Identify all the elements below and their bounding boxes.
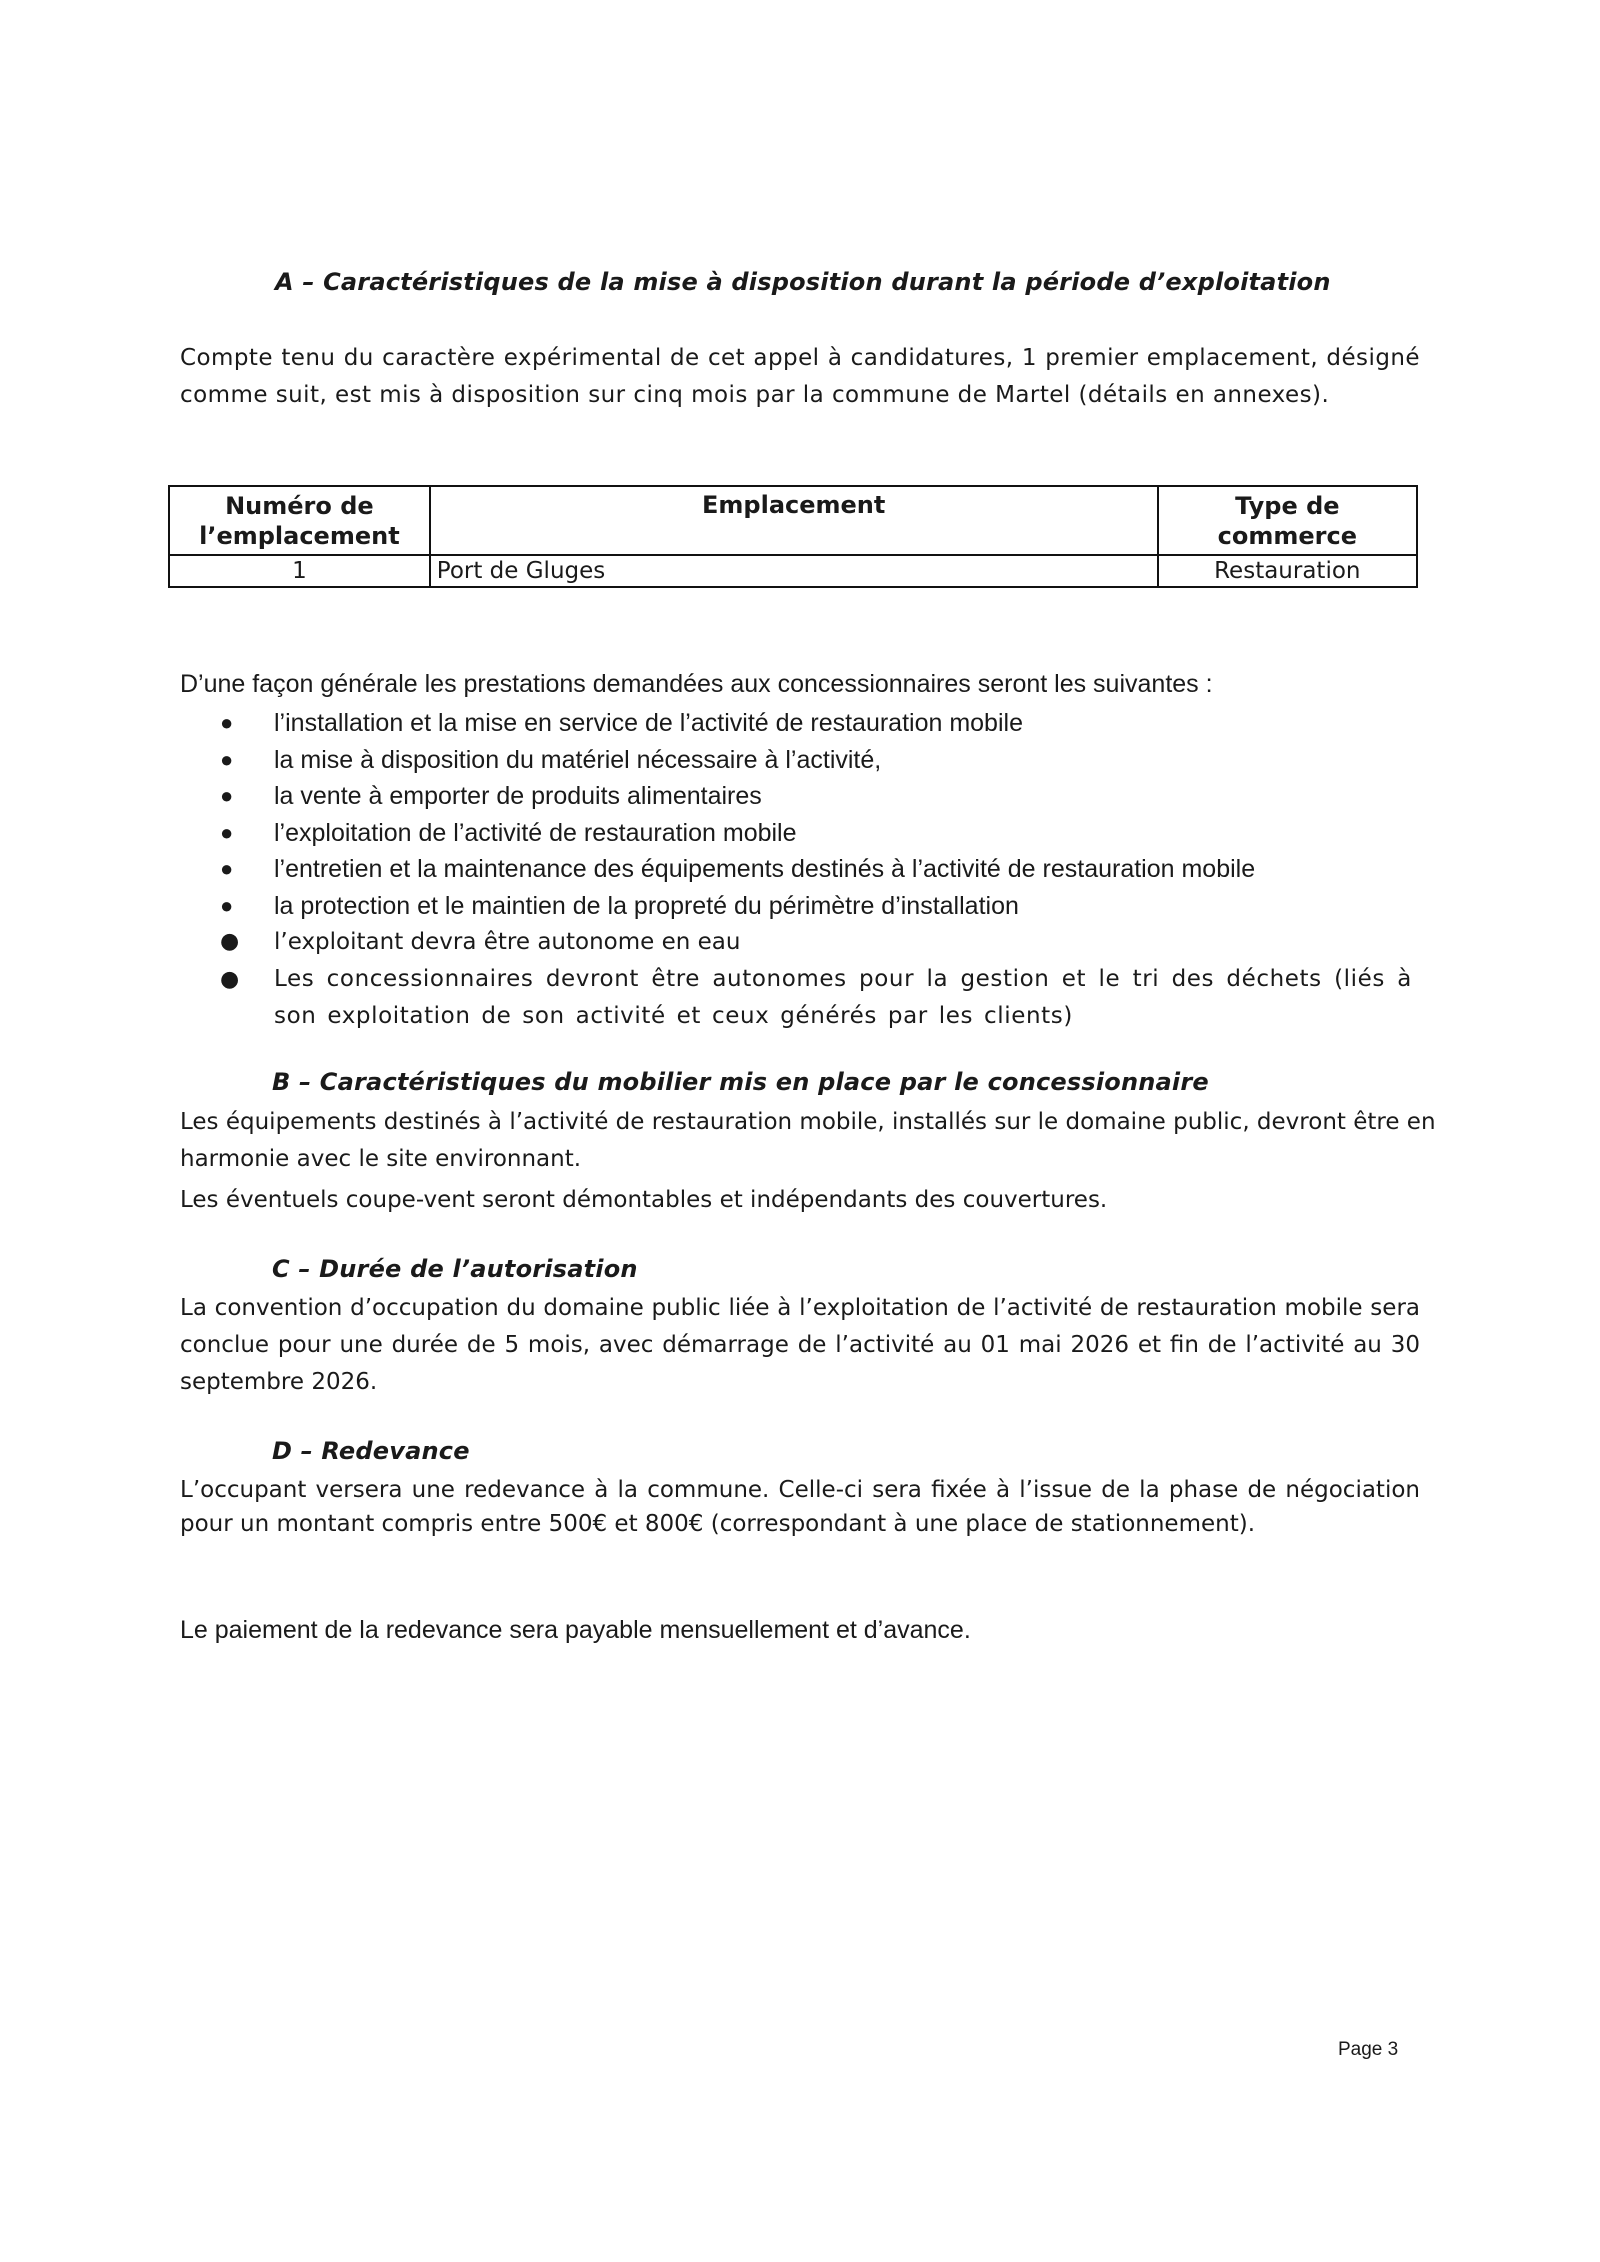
list-item-text: l’exploitation de l’activité de restauration mobile	[274, 818, 797, 847]
section-d-paragraph-2: Le paiement de la redevance sera payable mensuellement et d’avance.	[180, 1616, 971, 1644]
bullet-icon: ●	[220, 966, 240, 992]
list-item-text: la mise à disposition du matériel nécessaire à l’activité,	[274, 745, 882, 774]
bullet-icon: ●	[220, 856, 234, 881]
table-row	[169, 555, 1417, 587]
table-header-numero: Numéro de l’emplacement	[169, 486, 430, 555]
section-c-paragraph: La convention d’occupation du domaine public liée à l’exploitation de l’activité de restauration mobile sera conclue pour une durée de 5 mois, avec démarrage de l’activité au 01 mai 2026 et fin de l’activité au 30 septembre 2026.	[180, 1295, 1420, 1395]
list-item	[190, 815, 1420, 852]
section-d-heading: D – Redevance	[272, 1437, 470, 1465]
list-item	[190, 924, 1420, 961]
prestations-list	[190, 705, 1420, 1035]
list-item-text: l’installation et la mise en service de l’activité de restauration mobile	[274, 709, 1023, 737]
bullet-icon: ●	[220, 783, 234, 808]
table-header-row	[169, 486, 1417, 555]
list-item	[190, 778, 1420, 815]
page-number: Page 3	[1338, 2039, 1399, 2060]
list-item-text: l’exploitant devra être autonome en eau	[274, 929, 741, 955]
table-cell-emplacement: Port de Gluges	[430, 555, 1158, 587]
prestations-intro: D’une façon générale les prestations demandées aux concessionnaires seront les suivantes :	[180, 670, 1213, 698]
section-d-paragraph-1: L’occupant versera une redevance à la commune. Celle-ci sera fixée à l’issue de la phase de négociation pour un montant compris entre 500€ et 800€ (correspondant à une place de stationnement).	[180, 1477, 1420, 1537]
bullet-icon: ●	[220, 929, 240, 954]
bullet-icon: ●	[220, 710, 234, 735]
table-cell-numero: 1	[169, 555, 430, 587]
bullet-icon: ●	[220, 746, 234, 772]
section-a-intro: Compte tenu du caractère expérimental de cet appel à candidatures, 1 premier emplacement, désigné comme suit, est mis à disposition sur cinq mois par la commune de Martel (détails en annexes).	[180, 345, 1420, 408]
list-item-text: Les concessionnaires devront être autonomes pour la gestion et le tri des déchets (liés à son exploitation de son activité et ceux générés par les clients)	[274, 965, 1412, 1029]
list-item	[190, 961, 1420, 1035]
section-c-heading: C – Durée de l’autorisation	[272, 1255, 638, 1283]
list-item	[190, 742, 1420, 779]
bullet-icon: ●	[220, 892, 234, 918]
bullet-icon: ●	[220, 819, 234, 845]
table-header-type: Type de commerce	[1158, 486, 1417, 555]
section-a-heading: A – Caractéristiques de la mise à disposition durant la période d’exploitation	[275, 268, 1331, 296]
section-b-paragraph-2: Les éventuels coupe-vent seront démontables et indépendants des couvertures.	[180, 1187, 1108, 1213]
list-item	[190, 705, 1420, 742]
emplacement-table	[168, 485, 1418, 588]
list-item-text: la vente à emporter de produits alimentaires	[274, 782, 762, 810]
list-item	[190, 851, 1420, 888]
list-item-text: la protection et le maintien de la propreté du périmètre d’installation	[274, 891, 1019, 920]
section-b-heading: B – Caractéristiques du mobilier mis en place par le concessionnaire	[272, 1068, 1209, 1096]
section-b-paragraph-1: Les équipements destinés à l’activité de restauration mobile, installés sur le domaine public, devront être en harmonie avec le site environnant.	[180, 1109, 1436, 1172]
table-header-emplacement: Emplacement	[430, 486, 1158, 555]
table-cell-type: Restauration	[1158, 555, 1417, 587]
list-item	[190, 888, 1420, 925]
list-item-text: l’entretien et la maintenance des équipements destinés à l’activité de restauration mobile	[274, 855, 1256, 883]
